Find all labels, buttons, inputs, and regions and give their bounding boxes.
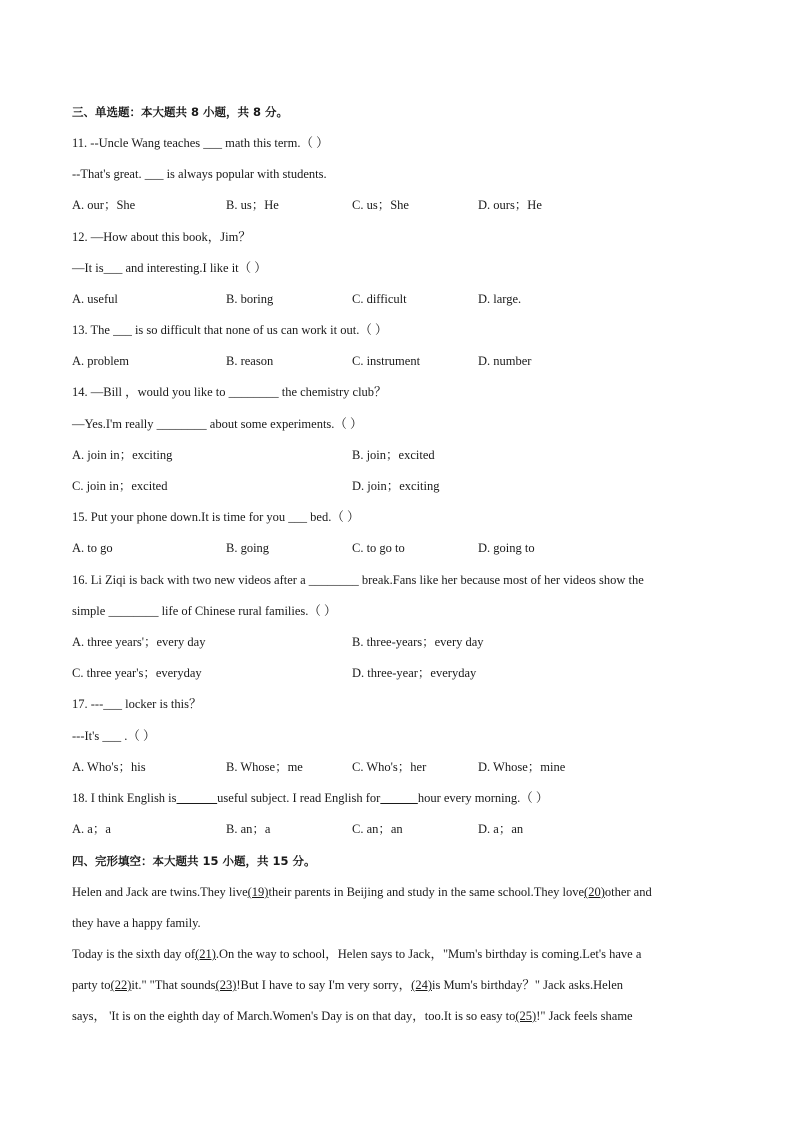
cloze-text: .On the way to school，Helen says to Jack，"Mum's birthday is coming.Let's have a	[215, 947, 642, 961]
q14-option-d: D. join；exciting	[352, 479, 440, 493]
q18-stem-part-1: 18. I think English is	[72, 791, 177, 805]
cloze-blank-19: (19)	[247, 885, 269, 899]
cloze-line-4	[72, 977, 623, 993]
cloze-line-3	[72, 946, 641, 962]
cloze-line-1	[72, 884, 652, 900]
q11-stem-2: --That's great. ___ is always popular with students.	[72, 167, 327, 181]
cloze-text: is Mum's birthday？" Jack asks.Helen	[431, 978, 623, 992]
q11-stem: 11. --Uncle Wang teaches ___ math this term.（ ）	[72, 136, 329, 150]
q12-option-c: C. difficult	[352, 292, 407, 306]
q14-option-a: A. join in；exciting	[72, 448, 173, 462]
q16-option-b: B. three-years；every day	[352, 635, 484, 649]
q16-stem-2: simple ________ life of Chinese rural families.（ ）	[72, 604, 337, 618]
q16-option-a: A. three years'；every day	[72, 635, 206, 649]
q16-stem: 16. Li Ziqi is back with two new videos after a ________ break.Fans like her because most of her videos show the	[72, 573, 644, 587]
cloze-text: other and	[604, 885, 652, 899]
q17-option-a: A. Who's；his	[72, 760, 146, 774]
q11-option-c: C. us；She	[352, 198, 409, 212]
cloze-text: Helen and Jack are twins.They live	[72, 885, 248, 899]
q11-option-d: D. ours；He	[478, 198, 542, 212]
q15-option-b: B. going	[226, 541, 270, 555]
cloze-line-2: they have a happy family.	[72, 916, 201, 930]
cloze-text: Today is the sixth day of	[72, 947, 196, 961]
q12-option-d: D. large.	[478, 292, 522, 306]
cloze-text: party to	[72, 978, 111, 992]
section-3-heading: 三、单选题：本大题共 8 小题，共 8 分。	[72, 105, 289, 119]
q17-stem: 17. ---___ locker is this？	[72, 697, 202, 711]
q16-option-d: D. three-year；everyday	[352, 666, 477, 680]
q18-stem-part-3: hour every morning.（ ）	[417, 791, 549, 805]
q12-stem-2: —It is___ and interesting.I like it（ ）	[72, 261, 267, 275]
q12-option-a: A. useful	[72, 292, 118, 306]
cloze-blank-24: (24)	[411, 978, 432, 992]
q18-option-a: A. a；a	[72, 822, 111, 836]
q13-option-a: A. problem	[72, 354, 129, 368]
q18-stem-part-2: useful subject. I read English for	[217, 791, 381, 805]
q18-blank-1	[177, 791, 218, 805]
q16-option-c: C. three year's；everyday	[72, 666, 202, 680]
q15-stem: 15. Put your phone down.It is time for you ___ bed.（ ）	[72, 510, 360, 524]
q14-option-b: B. join；excited	[352, 448, 435, 462]
q17-stem-2: ---It's ___ .（ ）	[72, 729, 156, 743]
cloze-blank-23: (23)	[215, 978, 237, 992]
cloze-text: their parents in Beijing and study in the same school.They love	[268, 885, 585, 899]
section-4-heading: 四、完形填空：本大题共 15 小题，共 15 分。	[72, 854, 316, 868]
q12-stem: 12. —How about this book，Jim？	[72, 230, 251, 244]
cloze-text: !But I have to say I'm very sorry，	[236, 978, 412, 992]
q14-stem: 14. —Bill ，would you like to ________ the chemistry club？	[72, 385, 387, 399]
q15-option-a: A. to go	[72, 541, 113, 555]
cloze-text: says， 'It is on the eighth day of March.Women's Day is on that day，too.It is so easy to	[72, 1009, 516, 1023]
q13-option-d: D. number	[478, 354, 532, 368]
q17-option-d: D. Whose；mine	[478, 760, 566, 774]
cloze-blank-20: (20)	[584, 885, 605, 899]
q13-option-c: C. instrument	[352, 354, 421, 368]
cloze-blank-25: (25)	[515, 1009, 537, 1023]
q17-option-b: B. Whose；me	[226, 760, 303, 774]
q18-option-c: C. an；an	[352, 822, 403, 836]
q15-option-d: D. going to	[478, 541, 535, 555]
q11-option-b: B. us；He	[226, 198, 279, 212]
cloze-blank-22: (22)	[110, 978, 132, 992]
q14-stem-2: —Yes.I'm really ________ about some experiments.（ ）	[72, 417, 363, 431]
q13-option-b: B. reason	[226, 354, 274, 368]
q11-option-a: A. our；She	[72, 198, 136, 212]
cloze-text: it." "That sounds	[131, 978, 216, 992]
q15-option-c: C. to go to	[352, 541, 405, 555]
q18-blank-2	[380, 791, 418, 805]
q13-stem: 13. The ___ is so difficult that none of us can work it out.（ ）	[72, 323, 388, 337]
q12-option-b: B. boring	[226, 292, 274, 306]
q14-option-c: C. join in；excited	[72, 479, 168, 493]
cloze-blank-21: (21)	[195, 947, 216, 961]
q17-option-c: C. Who's；her	[352, 760, 427, 774]
q18-option-d: D. a；an	[478, 822, 524, 836]
cloze-text: !" Jack feels shame	[536, 1009, 633, 1023]
q18-option-b: B. an；a	[226, 822, 271, 836]
q18-stem	[72, 790, 548, 806]
cloze-line-5	[72, 1008, 633, 1024]
